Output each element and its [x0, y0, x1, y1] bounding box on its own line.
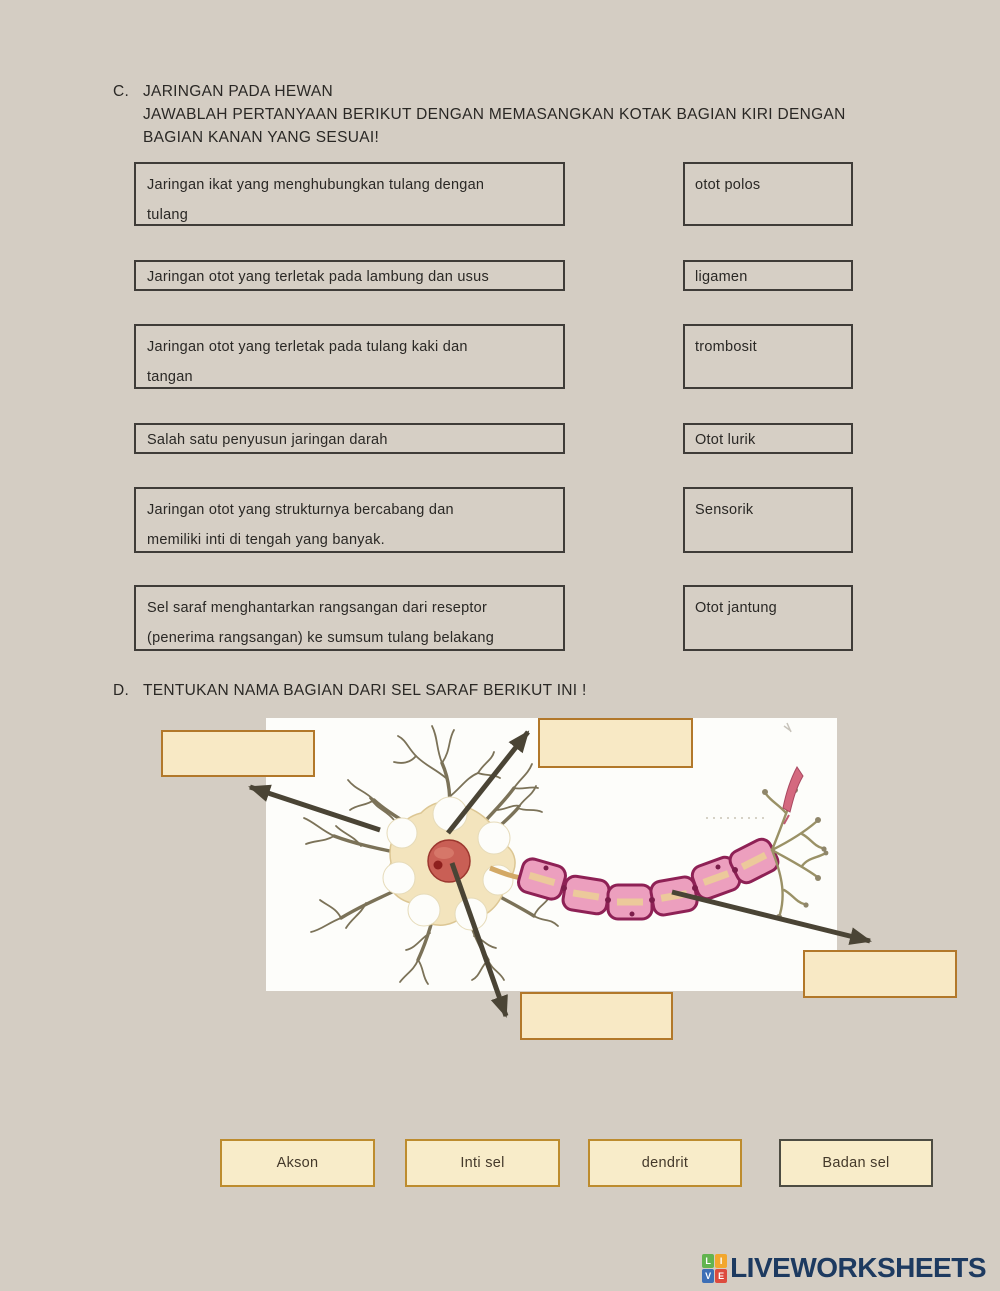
match-right-text: Sensorik — [695, 502, 754, 518]
match-right-text: otot polos — [695, 177, 761, 193]
match-left-text: tulang — [147, 207, 189, 223]
section-c-title: JARINGAN PADA HEWAN — [143, 83, 334, 100]
match-left-text: Jaringan ikat yang menghubungkan tulang dengan — [147, 177, 485, 193]
match-left-box-4[interactable] — [134, 423, 565, 454]
answer-option-label: dendrit — [641, 1155, 689, 1171]
match-right-text: Otot jantung — [695, 600, 777, 616]
liveworksheets-logo-icon — [702, 1254, 727, 1283]
logo-letter-l: L — [702, 1254, 714, 1268]
answer-option-akson[interactable] — [220, 1139, 375, 1187]
liveworksheets-brand[interactable] — [702, 1251, 986, 1285]
section-d-label: D. — [113, 682, 130, 699]
answer-option-label: Inti sel — [460, 1155, 505, 1171]
answer-option-label: Akson — [276, 1155, 319, 1171]
match-left-text: Jaringan otot yang terletak pada tulang kaki dan — [147, 339, 468, 355]
match-left-box-1[interactable] — [134, 162, 565, 226]
section-c-instructions-line2: BAGIAN KANAN YANG SESUAI! — [143, 129, 380, 146]
match-right-text: trombosit — [695, 339, 757, 355]
match-left-text: Jaringan otot yang strukturnya bercabang dan — [147, 502, 454, 518]
label-slot-top-right[interactable] — [538, 718, 693, 768]
answer-option-badan-sel[interactable] — [779, 1139, 933, 1187]
section-c-label: C. — [113, 83, 130, 100]
match-left-box-2[interactable] — [134, 260, 565, 291]
answer-option-inti-sel[interactable] — [405, 1139, 560, 1187]
logo-letter-i: I — [715, 1254, 727, 1268]
match-left-text: Salah satu penyusun jaringan darah — [147, 432, 388, 448]
logo-letter-v: V — [702, 1269, 714, 1283]
answer-option-dendrit[interactable] — [588, 1139, 742, 1187]
match-right-box-6[interactable] — [683, 585, 853, 651]
label-slot-right[interactable] — [803, 950, 957, 998]
match-left-box-3[interactable] — [134, 324, 565, 389]
match-left-text: Sel saraf menghantarkan rangsangan dari reseptor — [147, 600, 488, 616]
match-right-box-4[interactable] — [683, 423, 853, 454]
match-left-box-6[interactable] — [134, 585, 565, 651]
logo-letter-e: E — [715, 1269, 727, 1283]
section-c-instructions-line1: JAWABLAH PERTANYAAN BERIKUT DENGAN MEMASANGKAN KOTAK BAGIAN KIRI DENGAN — [143, 106, 846, 123]
match-left-text: (penerima rangsangan) ke sumsum tulang belakang — [147, 630, 495, 646]
match-right-box-2[interactable] — [683, 260, 853, 291]
label-slot-top-left[interactable] — [161, 730, 315, 777]
answer-option-label: Badan sel — [822, 1155, 890, 1171]
match-right-box-1[interactable] — [683, 162, 853, 226]
section-d-title: TENTUKAN NAMA BAGIAN DARI SEL SARAF BERIKUT INI ! — [143, 682, 587, 699]
match-right-box-5[interactable] — [683, 487, 853, 553]
label-slot-bottom-middle[interactable] — [520, 992, 673, 1040]
match-left-box-5[interactable] — [134, 487, 565, 553]
match-right-text: ligamen — [695, 269, 748, 285]
match-left-text: Jaringan otot yang terletak pada lambung dan usus — [147, 269, 489, 285]
match-right-box-3[interactable] — [683, 324, 853, 389]
match-right-text: Otot lurik — [695, 432, 756, 448]
brand-wordmark: LIVEWORKSHEETS — [730, 1252, 986, 1283]
match-left-text: memiliki inti di tengah yang banyak. — [147, 532, 385, 548]
match-left-text: tangan — [147, 369, 193, 385]
